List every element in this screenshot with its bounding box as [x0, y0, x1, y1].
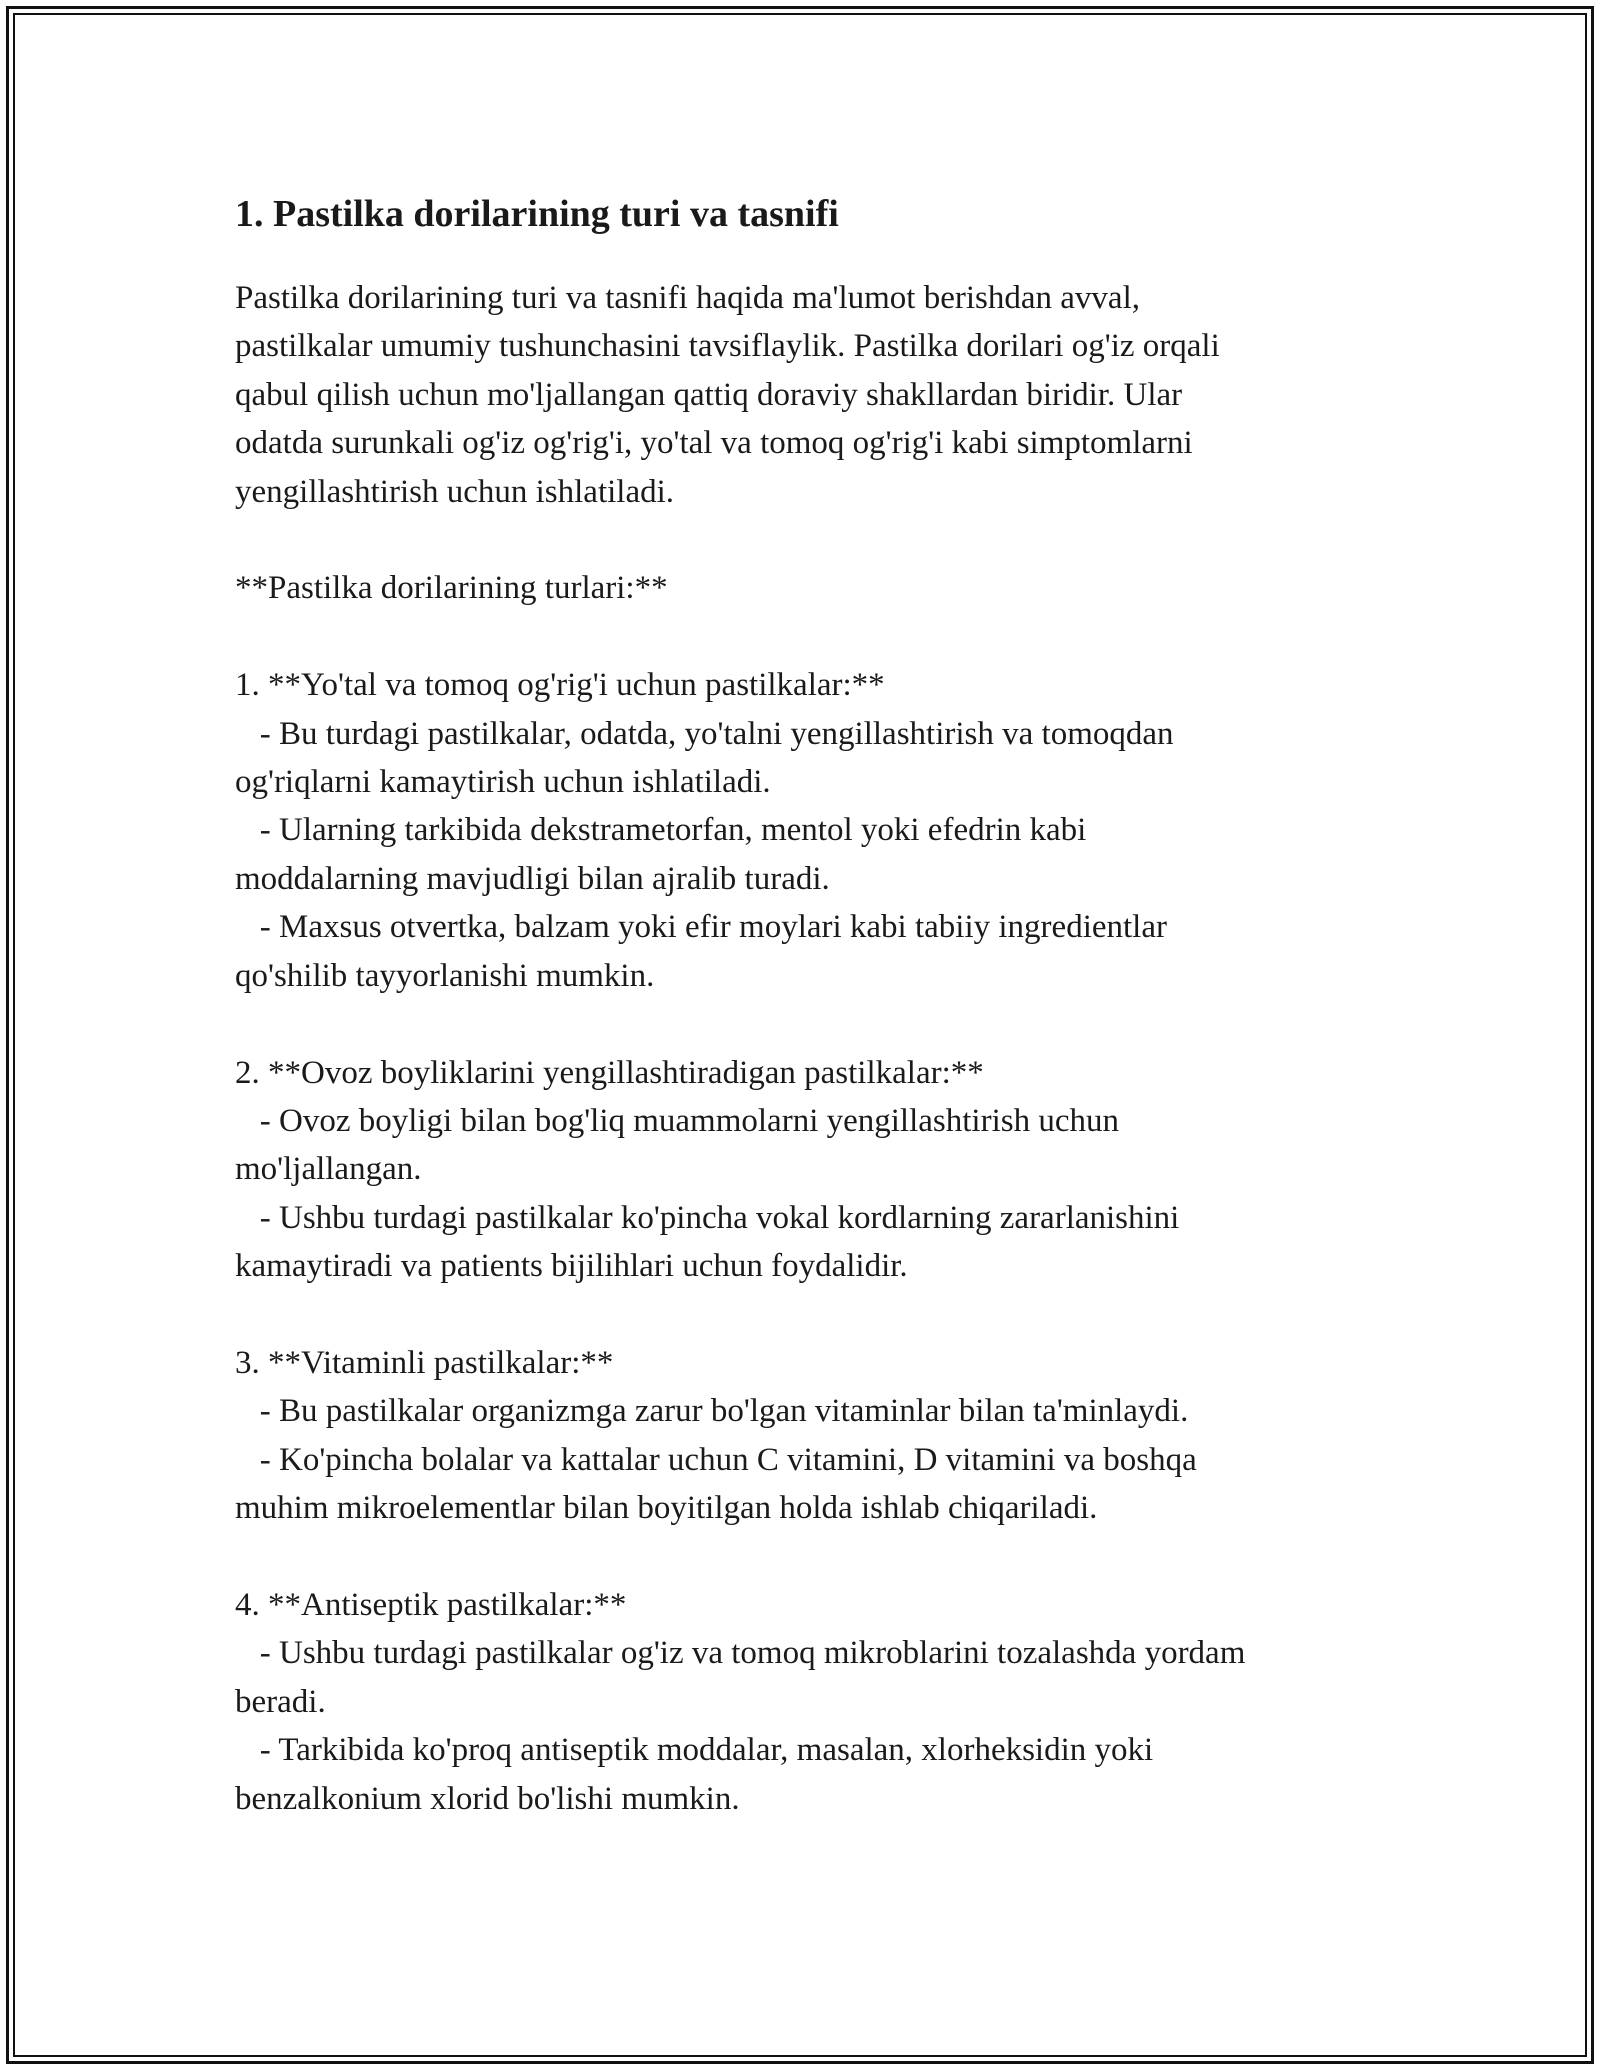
document-heading: 1. Pastilka dorilarining turi va tasnifi	[235, 193, 839, 235]
document-content	[235, 182, 1395, 1823]
document-body: Pastilka dorilarining turi va tasnifi haqida ma'lumot berishdan avval, pastilkalar umumiy tushunchasini tavsiflaylik. Pastilka dorilari og'iz orqali qabul qilish uchun mo'ljallangan qattiq doraviy shakllardan biridir. Ular odatda surunkali og'iz og'rig'i, yo'tal va tomoq og'rig'i kabi simptomlarni yengillashtirish uchun ishlatiladi. **Pastilka dorilarining turlari:** 1. **Yo'tal va tomoq og'rig'i uchun pastilkalar:** - Bu turdagi pastilkalar, odatda, yo'talni yengillashtirish va tomoqdan og'riqlarni kamaytirish uchun ishlatiladi. - Ularning tarkibida dekstrametorfan, mentol yoki efedrin kabi moddalarning mavjudligi bilan ajralib turadi. - Maxsus otvertka, balzam yoki efir moylari kabi tabiiy ingredientlar qo'shilib tayyorlanishi mumkin. 2. **Ovoz boyliklarini yengillashtiradigan pastilkalar:** - Ovoz boyligi bilan bog'liq muammolarni yengillashtirish uchun mo'ljallangan. - Ushbu turdagi pastilkalar ko'pincha vokal kordlarning zararlanishini kamaytiradi va patients bijilihlari uchun foydalidir. 3. **Vitaminli pastilkalar:** - Bu pastilkalar organizmga zarur bo'lgan vitaminlar bilan ta'minlaydi. - Ko'pincha bolalar va kattalar uchun C vitamini, D vitamini va boshqa muhim mikroelementlar bilan boyitilgan holda ishlab chiqariladi. 4. **Antiseptik pastilkalar:** - Ushbu turdagi pastilkalar og'iz va tomoq mikroblarini tozalashda yordam beradi. - Tarkibida ko'proq antiseptik moddalar, masalan, xlorheksidin yoki benzalkonium xlorid bo'lishi mumkin.	[235, 280, 1246, 1817]
